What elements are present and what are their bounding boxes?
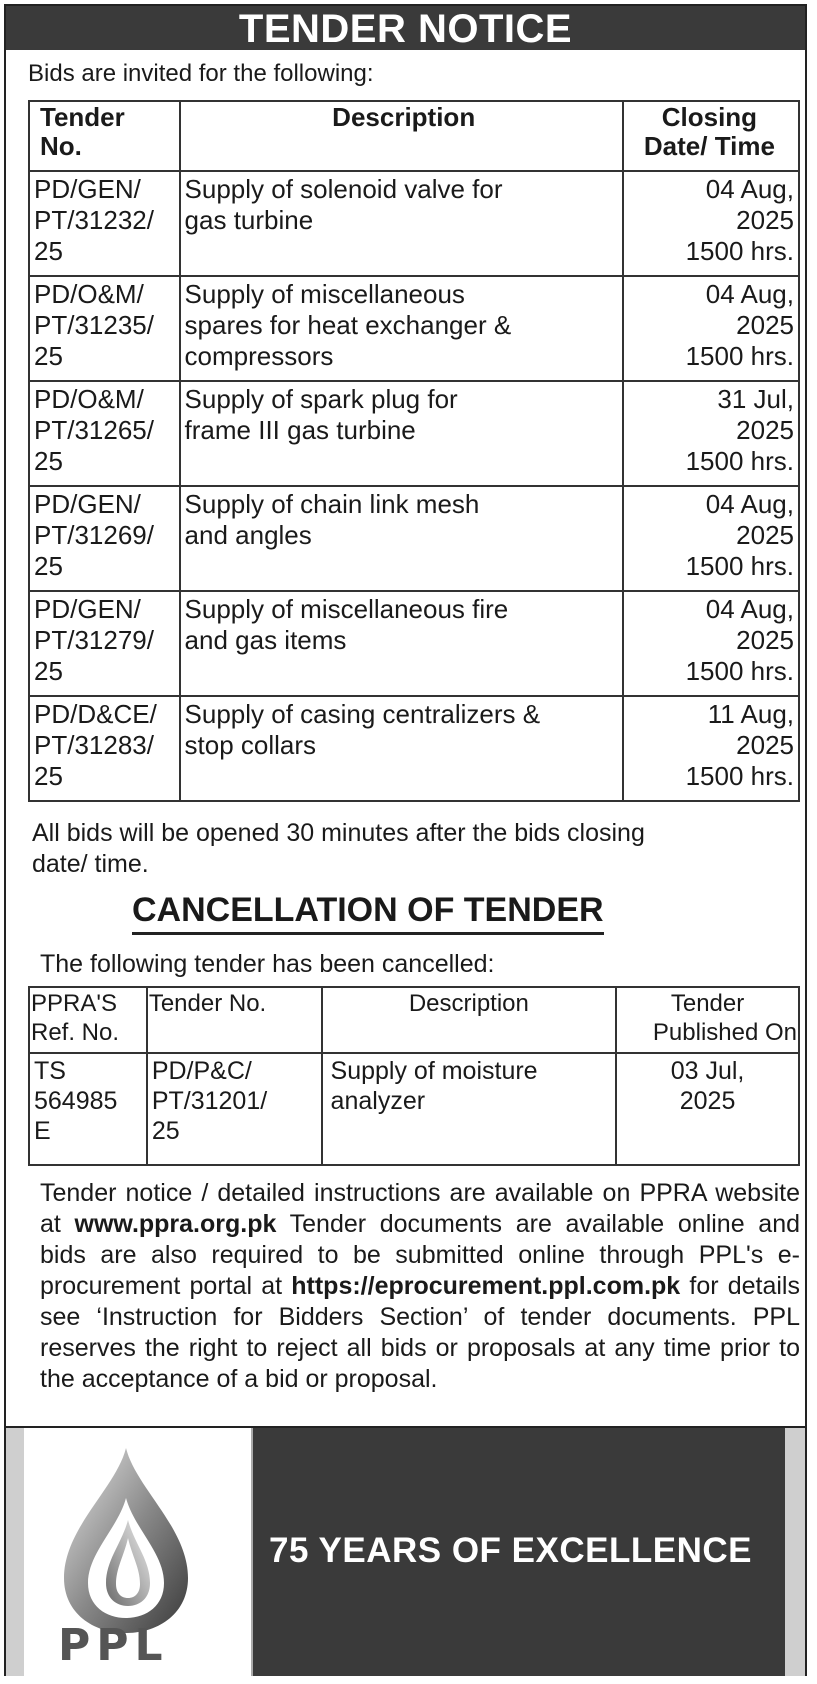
cancellation-table [28, 986, 800, 1166]
ppl-logo-text: PPL [58, 1620, 169, 1671]
description-cell: Supply of miscellaneous fire and gas items [180, 591, 623, 696]
tender-no-cell: PD/GEN/ PT/31269/ 25 [29, 486, 180, 591]
tender-table [28, 100, 800, 802]
table-row [29, 591, 799, 696]
tender-notice-banner: TENDER NOTICE [6, 6, 805, 50]
tender-table-header [29, 101, 799, 171]
closing-cell: 04 Aug, 2025 1500 hrs. [623, 276, 799, 381]
cancel-tender-no-cell: PD/P&C/ PT/31201/ 25 [147, 1053, 322, 1165]
cancellation-row [29, 1053, 799, 1165]
description-cell: Supply of chain link mesh and angles [180, 486, 623, 591]
description-cell: Supply of casing centralizers & stop collars [180, 696, 623, 801]
tender-no-cell: PD/O&M/ PT/31265/ 25 [29, 381, 180, 486]
tender-notice-page [4, 4, 807, 1676]
table-row [29, 381, 799, 486]
ppra-website-link[interactable]: www.ppra.org.pk [74, 1210, 277, 1238]
cancellation-title: CANCELLATION OF TENDER [132, 890, 604, 935]
header-ppra-ref: PPRA'S Ref. No. [29, 987, 147, 1053]
intro-text: Bids are invited for the following: [28, 60, 374, 87]
header-closing: Closing Date/ Time [623, 101, 799, 171]
table-row [29, 696, 799, 801]
closing-cell: 04 Aug, 2025 1500 hrs. [623, 486, 799, 591]
cancellation-intro: The following tender has been cancelled: [40, 950, 495, 978]
closing-cell: 11 Aug, 2025 1500 hrs. [623, 696, 799, 801]
header-cancel-description: Description [322, 987, 617, 1053]
header-cancel-tender-no: Tender No. [147, 987, 322, 1053]
table-row [29, 486, 799, 591]
tender-no-cell: PD/GEN/ PT/31232/ 25 [29, 171, 180, 276]
ppl-logo [6, 1428, 253, 1676]
footer-band [6, 1426, 805, 1678]
closing-cell: 04 Aug, 2025 1500 hrs. [623, 591, 799, 696]
tender-no-cell: PD/O&M/ PT/31235/ 25 [29, 276, 180, 381]
description-cell: Supply of solenoid valve for gas turbine [180, 171, 623, 276]
table-row [29, 276, 799, 381]
cancel-ref-cell: TS 564985 E [29, 1053, 147, 1165]
slogan-text: 75 YEARS OF EXCELLENCE [269, 1531, 752, 1570]
eprocurement-portal-link[interactable]: https://eprocurement.ppl.com.pk [291, 1272, 681, 1300]
description-cell: Supply of spark plug for frame III gas turbine [180, 381, 623, 486]
closing-cell: 31 Jul, 2025 1500 hrs. [623, 381, 799, 486]
instructions-paragraph: Tender notice / detailed instructions are available on PPRA website at www.ppra.org.pk Tender documents are available online and bids are also required to be submitted online through PPL's e-procurement portal at https://eprocurement.ppl.com.pk for details see ‘Instruction for Bidders Section’ of tender documents. PPL reserves the right to reject all bids or proposals at any time prior to the acceptance of a bid or proposal. [40, 1179, 801, 1393]
cancel-published-cell: 03 Jul, 2025 [616, 1053, 799, 1165]
table-row [29, 171, 799, 276]
header-description: Description [180, 101, 623, 171]
bids-opening-note: All bids will be opened 30 minutes after the bids closing date/ time. [32, 819, 645, 878]
description-cell: Supply of miscellaneous spares for heat exchanger & compressors [180, 276, 623, 381]
slogan-panel [253, 1428, 785, 1676]
cancellation-table-header [29, 987, 799, 1053]
header-tender-no: Tender No. [29, 101, 180, 171]
cancel-description-cell: Supply of moisture analyzer [322, 1053, 617, 1165]
tender-no-cell: PD/GEN/ PT/31279/ 25 [29, 591, 180, 696]
header-published-on: Tender Published On [616, 987, 799, 1053]
tender-no-cell: PD/D&CE/ PT/31283/ 25 [29, 696, 180, 801]
closing-cell: 04 Aug, 2025 1500 hrs. [623, 171, 799, 276]
right-decor-strip [785, 1428, 805, 1676]
